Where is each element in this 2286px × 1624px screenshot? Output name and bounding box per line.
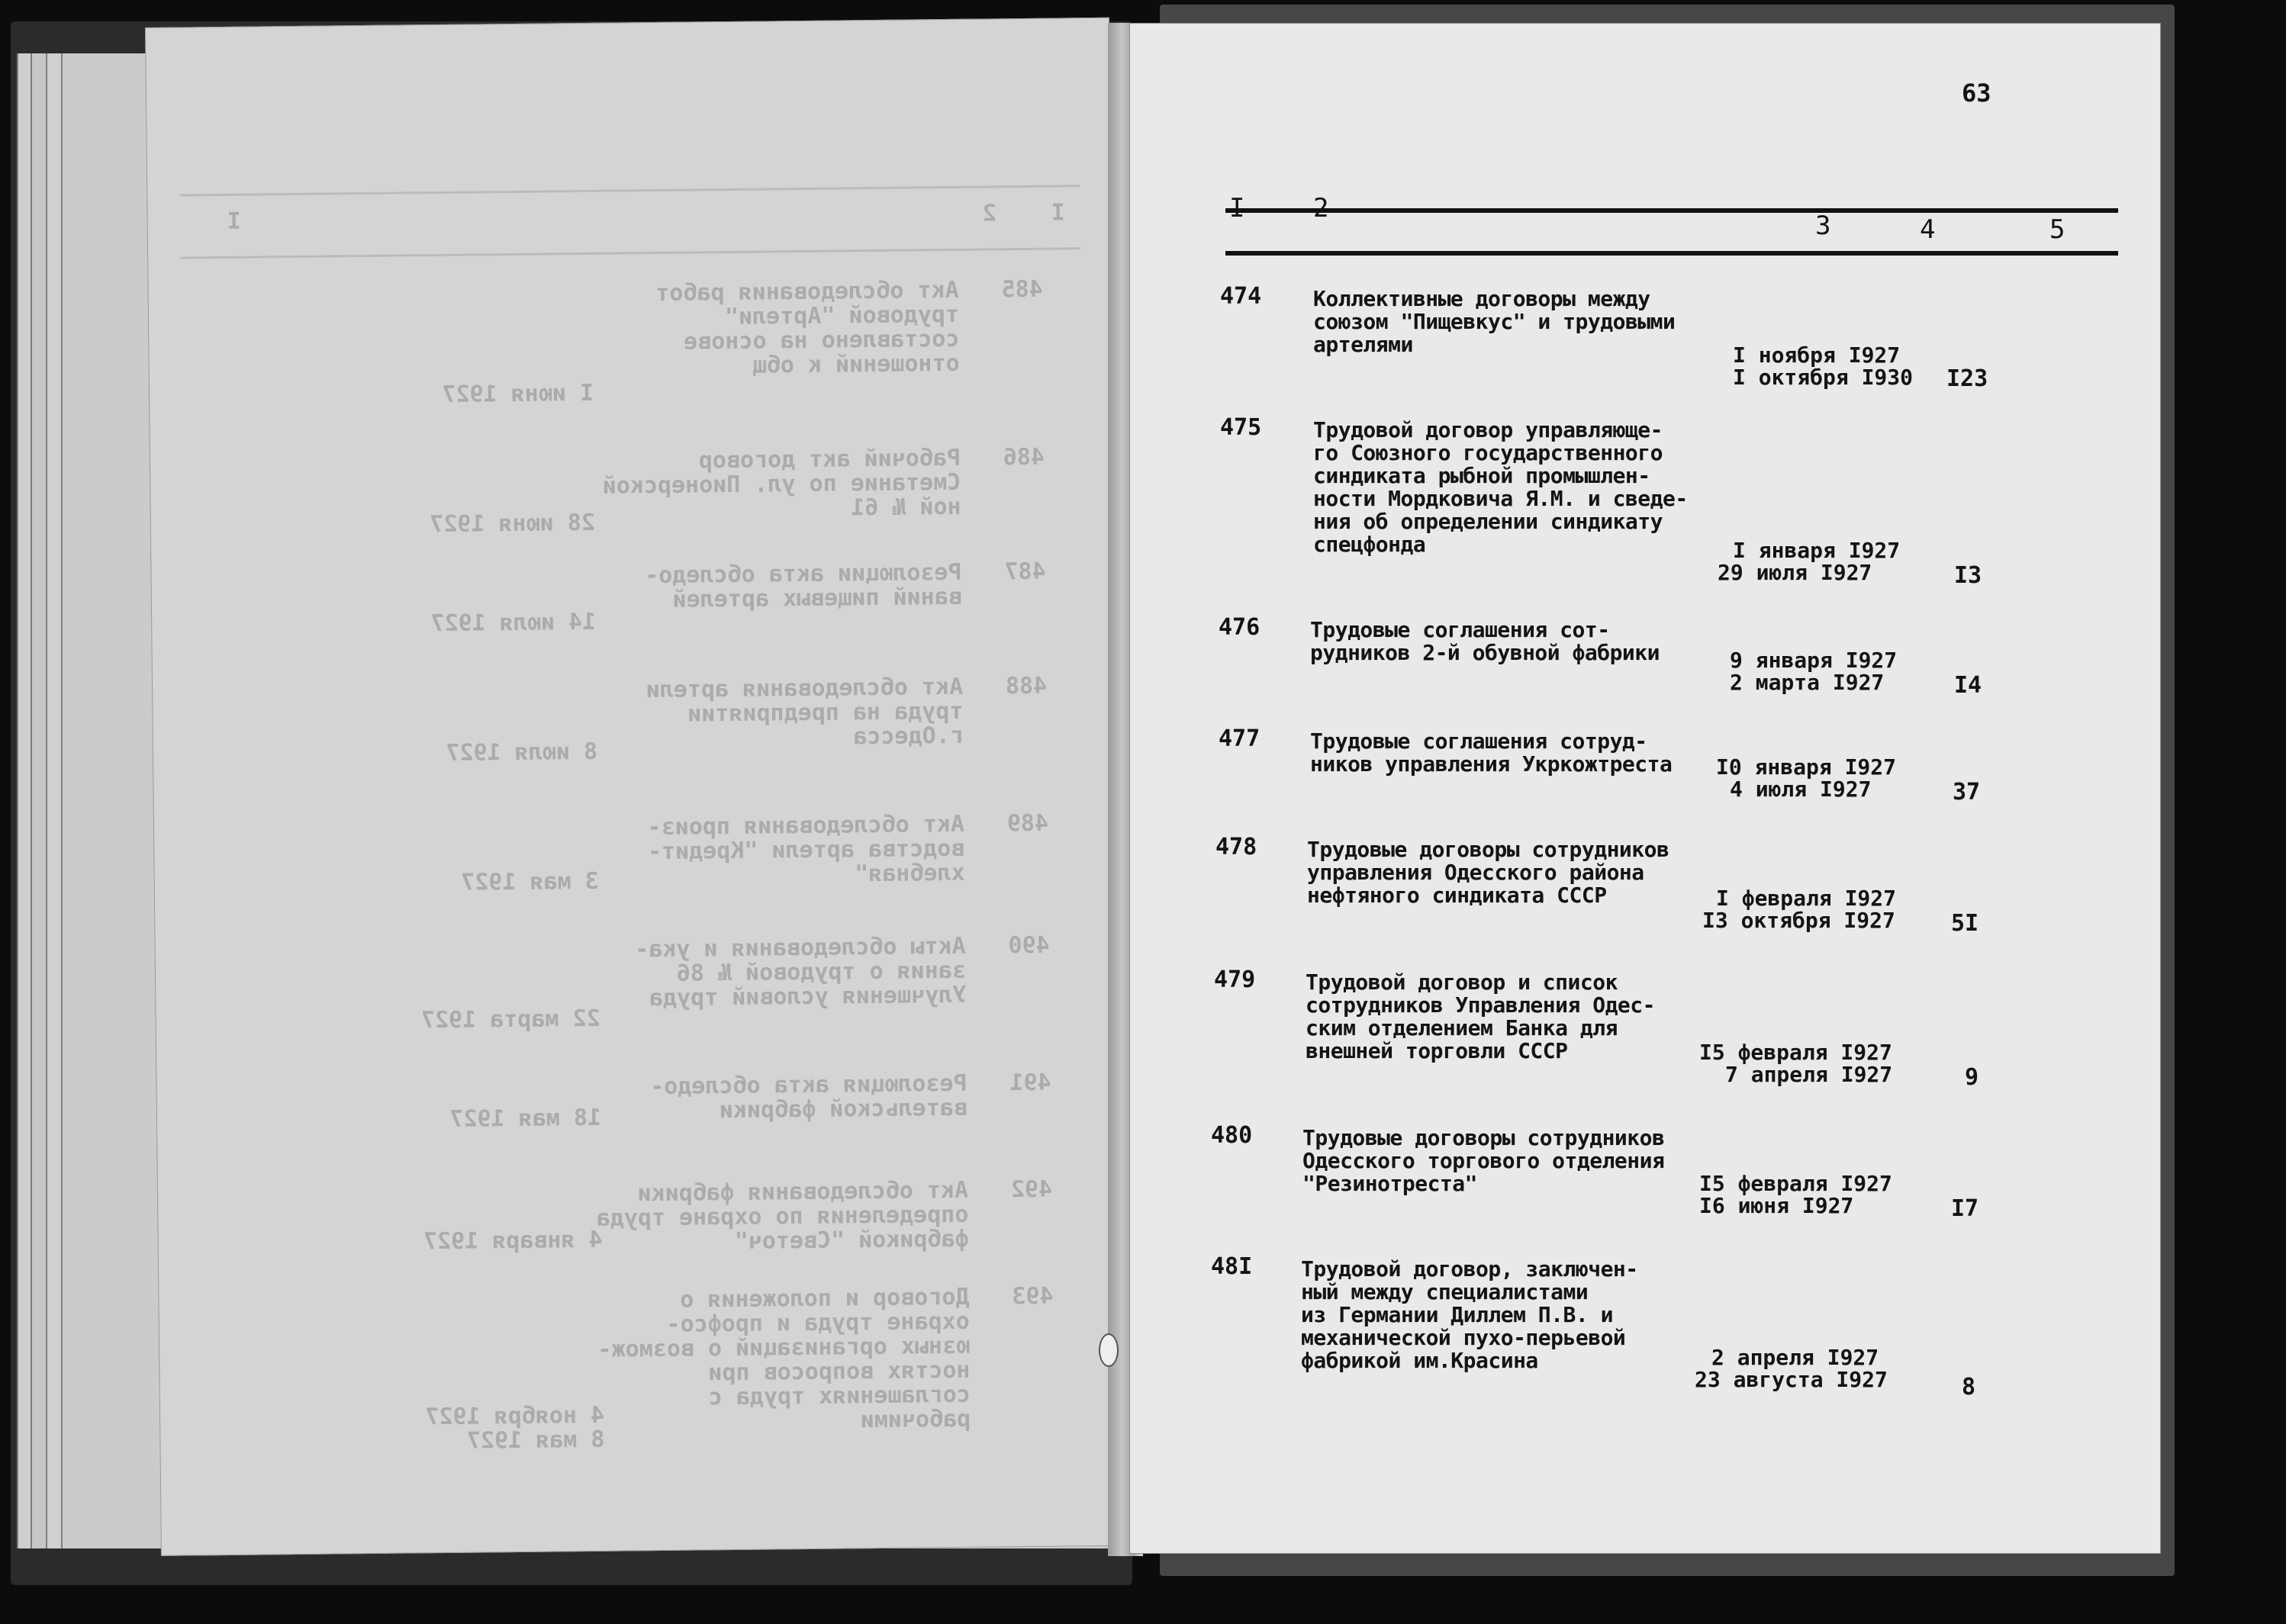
entry-title-line: го Союзного государственного — [1313, 440, 1663, 465]
entry-title-line: Трудовой договор управляюще- — [1313, 417, 1663, 442]
entry-sheets: I3 — [1954, 562, 1982, 589]
entry-title-line: сотрудников Управления Одес- — [1306, 992, 1656, 1018]
entry-date-end: 23 августа I927 — [1695, 1367, 1888, 1392]
entry-number: 476 — [1219, 614, 1261, 641]
col-header-2: 2 — [1313, 193, 1329, 224]
entry-title-line: синдиката рыбной промышлен- — [1313, 463, 1650, 488]
entry-date-start: I0 января I927 — [1716, 754, 1897, 780]
entry-number: 48I — [1211, 1253, 1253, 1280]
entry-date-start: I ноября I927 — [1733, 342, 1901, 368]
entry-title-line: ный между специалистами — [1301, 1279, 1589, 1304]
entry-title-line: "Резинотреста" — [1302, 1171, 1478, 1196]
entry-date-end: I3 октября I927 — [1702, 908, 1895, 933]
bleed-through-text: I 2 I 485 Акт обследования работ трудовой "Артели" составлено на основе отношений к общ I июня 1927 486 Рабочий акт договор Сметание по ул. Пионерской ной № 61 28 июня 1927 487 Резолюции акта обследо- ваний пищевых артелей 14 июля 1927 488 Акт обследования артели труда на предприятии г.Одесса 8 июля 1927 489 Акт обследования произ- водства артели "Кредит- хлебная" 3 мая 1927 490 Акты обследования и ука- зания о трудовой № 86 Улучшения условий труда 22 марта 1927 491 Резолюция акта обследо- вательской фабрики 18 мая 1927 492 Акт обследования фабрики определения по охране труда фабрикой "Светоч" 4 января 1927 493 Договор и положения о охране труда и профсо- юзных организаций о возмож- ностях вопросов при соглашениях труда с рабочими 4 ноября 1927 8 мая 1927 — [146, 18, 1125, 1555]
entry-number: 478 — [1215, 834, 1257, 860]
page-number: 63 — [1962, 79, 1991, 108]
entry-date-start: 9 января I927 — [1730, 648, 1898, 673]
entry-title-line: механической пухо-перьевой — [1301, 1325, 1626, 1350]
entry-number: 480 — [1211, 1122, 1253, 1149]
entry-number: 475 — [1220, 414, 1262, 441]
entry-title-line: нефтяного синдиката СССР — [1307, 883, 1607, 908]
entry-date-end: 29 июля I927 — [1718, 560, 1872, 585]
entry-title-line: Одесского торгового отделения — [1302, 1148, 1665, 1173]
entry-title-line: Трудовые договоры сотрудников — [1302, 1125, 1665, 1150]
entry-sheets: 5I — [1951, 910, 1979, 937]
entry-title-line: Трудовые соглашения сотруд- — [1310, 728, 1647, 754]
right-page — [1129, 23, 2161, 1554]
entry-title-line: спецфонда — [1313, 532, 1426, 557]
inventory-table — [1130, 24, 2160, 1553]
entry-title-line: рудников 2-й обувной фабрики — [1310, 640, 1660, 665]
entry-title-line: союзом "Пищевкус" и трудовыми — [1313, 309, 1676, 334]
entry-title-line: ников управления Укркожтреста — [1310, 751, 1673, 777]
header-rule-bottom — [1225, 251, 2118, 256]
entry-title-line: Трудовые договоры сотрудников — [1307, 837, 1669, 862]
entry-title-line: внешней торговли СССР — [1306, 1038, 1568, 1063]
col-header-3: 3 — [1815, 211, 1831, 241]
entry-date-end: I октября I930 — [1733, 365, 1914, 390]
entry-title-line: Трудовой договор и список — [1306, 970, 1618, 995]
entry-title-line: ности Мордковича Я.М. и сведе- — [1313, 486, 1688, 511]
entry-title-line: Трудовые соглашения сот- — [1310, 617, 1610, 642]
entry-date-end: 2 марта I927 — [1730, 670, 1885, 695]
entry-number: 479 — [1214, 966, 1256, 993]
entry-title-line: управления Одесского района — [1307, 860, 1644, 885]
entry-sheets: 8 — [1962, 1374, 1976, 1400]
entry-date-start: I февраля I927 — [1716, 886, 1897, 911]
entry-date-start: I5 февраля I927 — [1699, 1171, 1892, 1196]
entry-sheets: I23 — [1946, 365, 1988, 392]
entry-sheets: I4 — [1954, 672, 1982, 699]
entry-title-line: Трудовой договор, заключен- — [1301, 1256, 1638, 1282]
entry-date-end: 4 июля I927 — [1730, 777, 1872, 802]
entry-date-end: 7 апреля I927 — [1725, 1062, 1893, 1087]
entry-title-line: Коллективные договоры между — [1313, 286, 1650, 311]
entry-title-line: из Германии Диллем П.В. и — [1301, 1302, 1613, 1327]
entry-sheets: 37 — [1953, 779, 1981, 806]
col-header-4: 4 — [1920, 214, 1936, 245]
entry-number: 474 — [1220, 283, 1262, 310]
entry-title-line: артелями — [1313, 332, 1413, 357]
entry-sheets: 9 — [1965, 1064, 1979, 1091]
binding-hole — [1099, 1333, 1119, 1367]
col-header-1: I — [1229, 193, 1245, 224]
col-header-5: 5 — [2049, 214, 2065, 245]
left-page — [145, 18, 1125, 1556]
entry-date-start: I5 февраля I927 — [1699, 1040, 1892, 1065]
entry-title-line: ния об определении синдикату — [1313, 509, 1663, 534]
entry-date-end: I6 июня I927 — [1699, 1193, 1854, 1218]
entry-title-line: фабрикой им.Красина — [1301, 1348, 1538, 1373]
entry-date-start: 2 апреля I927 — [1711, 1345, 1879, 1370]
entry-number: 477 — [1219, 725, 1261, 752]
entry-date-start: I января I927 — [1733, 538, 1901, 563]
entry-title-line: ским отделением Банка для — [1306, 1015, 1618, 1040]
entry-sheets: I7 — [1951, 1195, 1979, 1222]
header-rule-top — [1225, 208, 2118, 213]
